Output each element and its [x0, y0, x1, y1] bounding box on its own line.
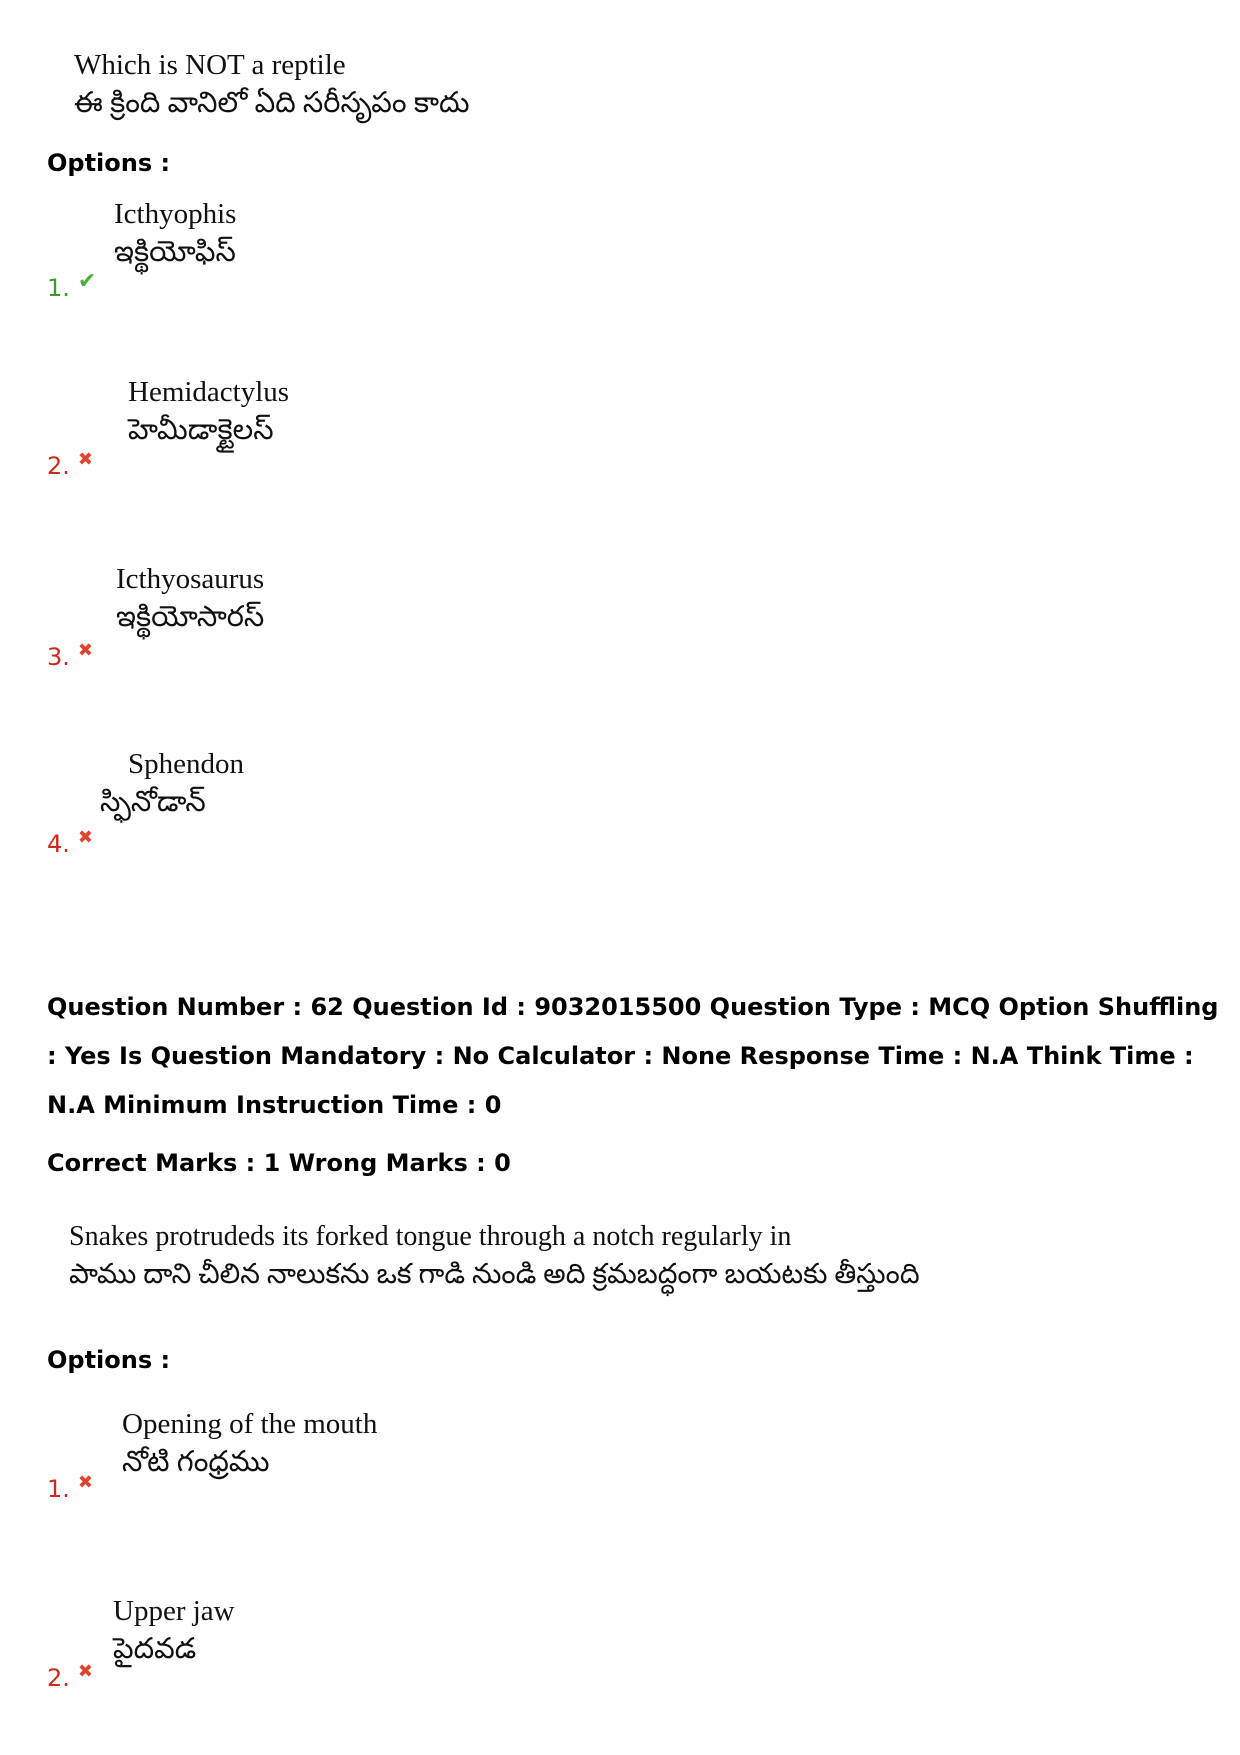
option-english: Upper jaw	[113, 1595, 235, 1627]
option-1-number	[47, 269, 97, 302]
question-telugu: ఈ క్రింది వానిలో ఏది సరీసృపం కాదు	[74, 87, 470, 119]
option-number: 3.	[47, 643, 70, 671]
cross-icon: ✖	[77, 1661, 93, 1682]
question-english: Snakes protrudeds its forked tongue through a notch regularly in	[69, 1221, 792, 1252]
option-number: 1.	[47, 1475, 70, 1503]
question-english: Which is NOT a reptile	[74, 49, 346, 81]
option-telugu: హెమీడాక్టైలస్	[128, 414, 274, 446]
option-english: Hemidactylus	[128, 376, 290, 408]
option-1-content	[114, 195, 236, 271]
option-telugu: స్ఫినోడాన్	[100, 786, 206, 818]
option-number: 4.	[47, 830, 70, 858]
option-telugu: ఇక్థియోఫిస్	[114, 236, 236, 268]
check-icon: ✔	[77, 269, 97, 294]
option-number: 2.	[47, 1664, 70, 1692]
cross-icon: ✖	[77, 1472, 93, 1493]
cross-icon: ✖	[77, 640, 93, 661]
option-english: Icthyosaurus	[116, 563, 265, 595]
marks-info: Correct Marks : 1 Wrong Marks : 0	[47, 1149, 511, 1177]
option-2-number	[47, 449, 93, 480]
option-number: 2.	[47, 452, 70, 480]
option-english: Icthyophis	[114, 198, 237, 230]
cross-icon: ✖	[77, 827, 93, 848]
option-telugu: పైదవడ	[113, 1633, 197, 1665]
question-text	[74, 46, 470, 122]
question-meta: Question Number : 62 Question Id : 9032015500 Question Type : MCQ Option Shuffling : Yes Is Question Mandatory : No Calculator : None Response Time : N.A Think Time : N.A Minimum Instruction Time : 0	[47, 993, 1219, 1119]
option-1-content	[122, 1405, 377, 1481]
options-label: Options :	[47, 1346, 171, 1374]
option-3-number	[47, 640, 93, 671]
option-telugu: ఇక్థియోసారస్	[116, 601, 265, 633]
option-4-number	[47, 827, 93, 858]
option-english: Opening of the mouth	[122, 1408, 378, 1440]
cross-icon: ✖	[77, 449, 93, 470]
question-text	[69, 1218, 920, 1294]
option-3-content	[116, 560, 264, 636]
option-2-number	[47, 1661, 93, 1692]
option-number: 1.	[47, 274, 70, 302]
question-telugu: పాము దాని చీలిన నాలుకను ఒక గాడి నుండి అది క్రమబద్ధంగా బయటకు తీస్తుంది	[69, 1259, 920, 1290]
option-telugu: నోటి గంధ్రము	[122, 1446, 270, 1478]
option-2-content	[128, 373, 289, 449]
options-label: Options :	[47, 149, 171, 177]
option-4-content	[100, 745, 244, 821]
option-english: Sphendon	[128, 748, 244, 780]
option-2-content	[113, 1592, 235, 1668]
option-1-number	[47, 1472, 93, 1503]
